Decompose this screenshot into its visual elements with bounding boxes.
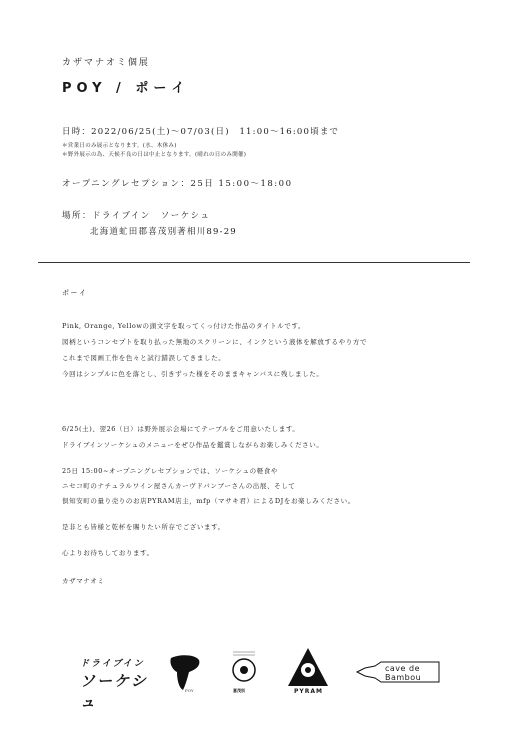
- note-open-days: ＊営業日のみ展示となります。(水、木休み): [62, 143, 177, 149]
- section-divider: [38, 262, 470, 263]
- event-line: 倶知安町の量り売りのお店PYRAM店主，mfp（マサキ君）によるDJをお楽しみください。: [62, 497, 355, 505]
- exhibition-title: POY / ポーイ: [62, 81, 190, 96]
- about-line: 図柄というコンセプトを取り払った無地のスクリーンに、インクという液体を解放するやり方で: [62, 338, 368, 346]
- event-line: ドライブインソーケシュのメニューをぜひ作品を鑑賞しながらお楽しみください。: [62, 441, 324, 449]
- event-line: 心よりお待ちしております。: [62, 549, 154, 557]
- about-line: これまで図画工作を色々と試行錯誤してきました。: [62, 354, 226, 362]
- kimobetsu-logo: 喜茂別: [229, 648, 259, 700]
- poy-logo: POY: [165, 652, 205, 698]
- event-line: ニセコ町のナチュラルワイン屋さんカーヴドバンブーさんの出展、そして: [62, 482, 296, 490]
- note-weather: ＊野外展示の為、天候不良の日は中止となります。(晴れの日のみ開催): [62, 152, 247, 158]
- artist-exhibition-label: カザマナオミ個展: [62, 58, 150, 68]
- event-line: 6/25(土)、翌26（日）は野外展示会場にてテーブルをご用意いたします。: [62, 425, 300, 433]
- event-line: 25日 15:00~オープニングレセプションでは、ソーケシュの軽食や: [62, 467, 278, 475]
- cave-de-bambou-logo: cave de Bambou: [355, 654, 443, 690]
- reception-line: オープニングレセプション：25日 15:00～18:00: [62, 179, 293, 189]
- about-line: Pink, Orange, Yellowの頭文字を取ってくっ付けた作品のタイトルです。: [62, 322, 306, 330]
- signature: カザマナオミ: [62, 577, 105, 585]
- venue-label: 場所：ドライブイン ソーケシュ: [62, 211, 211, 221]
- pyram-logo: PYRAM: [286, 646, 330, 698]
- venue-address: 北海道虻田郡喜茂別著相川89-29: [90, 227, 237, 237]
- about-line: 今回はシンプルに色を落とし、引きずった様をそのままキャンバスに残しました。: [62, 370, 324, 378]
- event-line: 是非とも皆様と乾杯を賜りたい所存でございます。: [62, 523, 225, 531]
- sponsor-logos: [0, 640, 516, 711]
- drive-in-sokeshu-logo: ドライブイン ソーケシュ: [80, 659, 148, 711]
- about-heading: ポーイ: [62, 289, 88, 297]
- date-line: 日時：2022/06/25(土)～07/03(日) 11:00～16:00頃まで: [62, 127, 340, 137]
